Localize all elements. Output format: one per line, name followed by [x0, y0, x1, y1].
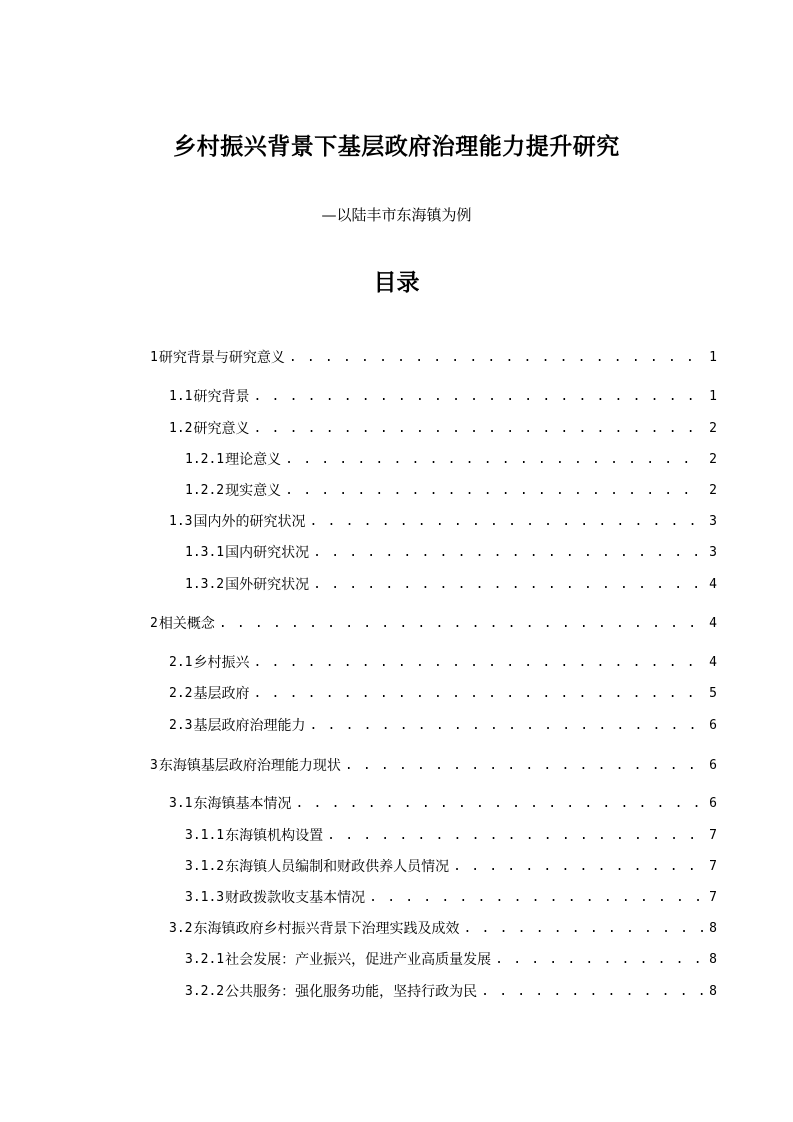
- toc-entry[interactable]: [169, 716, 717, 736]
- toc-leader-dots: [219, 614, 703, 634]
- toc-entry-page: 4: [709, 616, 717, 631]
- document-title: 乡村振兴背景下基层政府治理能力提升研究: [173, 134, 620, 160]
- toc-entry[interactable]: [169, 919, 717, 939]
- toc-entry-title: 公共服务：强化服务功能，坚持行政为民: [225, 984, 478, 1000]
- toc-entry-page: 7: [709, 859, 717, 874]
- toc-entry-title: 基层政府: [193, 686, 250, 702]
- toc-entry-number: 1.2.1: [185, 452, 225, 467]
- toc-leader-dots: [313, 575, 703, 595]
- toc-entry-number: 3.1.1: [185, 828, 225, 843]
- toc-entry[interactable]: [185, 543, 717, 563]
- toc-entry-page: 6: [709, 758, 717, 773]
- toc-entry-number: 3: [150, 758, 158, 773]
- toc-entry-title: 东海镇人员编制和财政供养人员情况: [225, 859, 450, 875]
- toc-entry-title: 研究意义: [193, 421, 250, 437]
- toc-entry-number: 3.1: [169, 796, 193, 811]
- toc-leader-dots: [327, 826, 703, 846]
- toc-entry-page: 7: [709, 890, 717, 905]
- toc-entry[interactable]: [169, 387, 717, 407]
- toc-entry-title: 国内研究状况: [225, 545, 310, 561]
- toc-entry-title: 东海镇政府乡村振兴背景下治理实践及成效: [193, 921, 460, 937]
- toc-entry-title: 研究背景与研究意义: [158, 350, 285, 366]
- toc-entry-title: 财政拨款收支基本情况: [225, 890, 366, 906]
- toc-leader-dots: [285, 450, 703, 470]
- toc-leader-dots: [453, 857, 703, 877]
- toc-entry-title: 社会发展：产业振兴，促进产业高质量发展: [225, 952, 492, 968]
- toc-entry-page: 2: [709, 421, 717, 436]
- toc-entry-page: 2: [709, 483, 717, 498]
- toc-entry-title: 基层政府治理能力: [193, 718, 306, 734]
- toc-entry-title: 东海镇机构设置: [225, 828, 324, 844]
- toc-entry-title: 东海镇基层政府治理能力现状: [158, 758, 341, 774]
- toc-leader-dots: [253, 419, 703, 439]
- toc-entry[interactable]: [185, 575, 717, 595]
- toc-leader-dots: [253, 653, 703, 673]
- toc-leader-dots: [295, 794, 703, 814]
- toc-leader-dots: [313, 543, 703, 563]
- toc-entry[interactable]: [150, 756, 717, 776]
- toc-entry[interactable]: [169, 794, 717, 814]
- document-subtitle: —以陆丰市东海镇为例: [321, 206, 472, 224]
- toc-entry-page: 8: [709, 921, 717, 936]
- toc-entry-title: 国内外的研究状况: [193, 514, 306, 530]
- toc-leader-dots: [481, 982, 703, 1002]
- toc-leader-dots: [253, 684, 703, 704]
- toc-leader-dots: [309, 512, 703, 532]
- toc-entry[interactable]: [185, 857, 717, 877]
- toc-entry-page: 7: [709, 828, 717, 843]
- toc-entry[interactable]: [169, 684, 717, 704]
- toc-entry-page: 6: [709, 796, 717, 811]
- toc-entry-number: 1.3.2: [185, 577, 225, 592]
- toc-entry-page: 8: [709, 984, 717, 999]
- toc-entry[interactable]: [169, 512, 717, 532]
- toc-entry-title: 理论意义: [225, 452, 282, 468]
- toc-entry[interactable]: [185, 982, 717, 1002]
- toc-entry[interactable]: [185, 888, 717, 908]
- toc-entry-page: 6: [709, 718, 717, 733]
- toc-leader-dots: [495, 950, 703, 970]
- toc-entry[interactable]: [185, 950, 717, 970]
- toc-entry[interactable]: [185, 450, 717, 470]
- toc-entry[interactable]: [169, 653, 717, 673]
- toc-leader-dots: [309, 716, 703, 736]
- toc-entry-number: 2: [150, 616, 158, 631]
- toc-entry-number: 1.2.2: [185, 483, 225, 498]
- toc-entry-page: 1: [709, 350, 717, 365]
- toc-entry-page: 2: [709, 452, 717, 467]
- toc-entry-page: 3: [709, 514, 717, 529]
- toc-entry-number: 2.2: [169, 686, 193, 701]
- toc-entry[interactable]: [150, 614, 717, 634]
- toc-entry-number: 1.2: [169, 421, 193, 436]
- toc-entry-page: 3: [709, 545, 717, 560]
- toc-entry-number: 1.3.1: [185, 545, 225, 560]
- toc-leader-dots: [345, 756, 703, 776]
- toc-leader-dots: [369, 888, 703, 908]
- toc-entry[interactable]: [150, 348, 717, 368]
- toc-entry-number: 1.1: [169, 389, 193, 404]
- toc-entry-number: 3.2.1: [185, 952, 225, 967]
- toc-entry-page: 1: [709, 389, 717, 404]
- toc-entry-title: 乡村振兴: [193, 655, 250, 671]
- toc-entry-title: 现实意义: [225, 483, 282, 499]
- toc-entry[interactable]: [185, 826, 717, 846]
- toc-entry-number: 3.2: [169, 921, 193, 936]
- toc-entry-title: 相关概念: [158, 616, 215, 632]
- toc-entry-number: 1.3: [169, 514, 193, 529]
- toc-entry-number: 2.3: [169, 718, 193, 733]
- toc-entry-number: 3.2.2: [185, 984, 225, 999]
- toc-entry-title: 东海镇基本情况: [193, 796, 292, 812]
- toc-entry-page: 5: [709, 686, 717, 701]
- toc-entry[interactable]: [169, 419, 717, 439]
- toc-entry-number: 3.1.2: [185, 859, 225, 874]
- toc-leader-dots: [289, 348, 703, 368]
- toc-leader-dots: [253, 387, 703, 407]
- toc-heading: 目录: [373, 270, 420, 296]
- toc-entry-number: 1: [150, 350, 158, 365]
- toc-entry-page: 8: [709, 952, 717, 967]
- toc-entry-number: 3.1.3: [185, 890, 225, 905]
- toc-entry-page: 4: [709, 577, 717, 592]
- toc-leader-dots: [285, 481, 703, 501]
- toc-entry-title: 国外研究状况: [225, 577, 310, 593]
- toc-leader-dots: [463, 919, 703, 939]
- toc-entry-number: 2.1: [169, 655, 193, 670]
- toc-entry-page: 4: [709, 655, 717, 670]
- toc-entry-title: 研究背景: [193, 389, 250, 405]
- toc-entry[interactable]: [185, 481, 717, 501]
